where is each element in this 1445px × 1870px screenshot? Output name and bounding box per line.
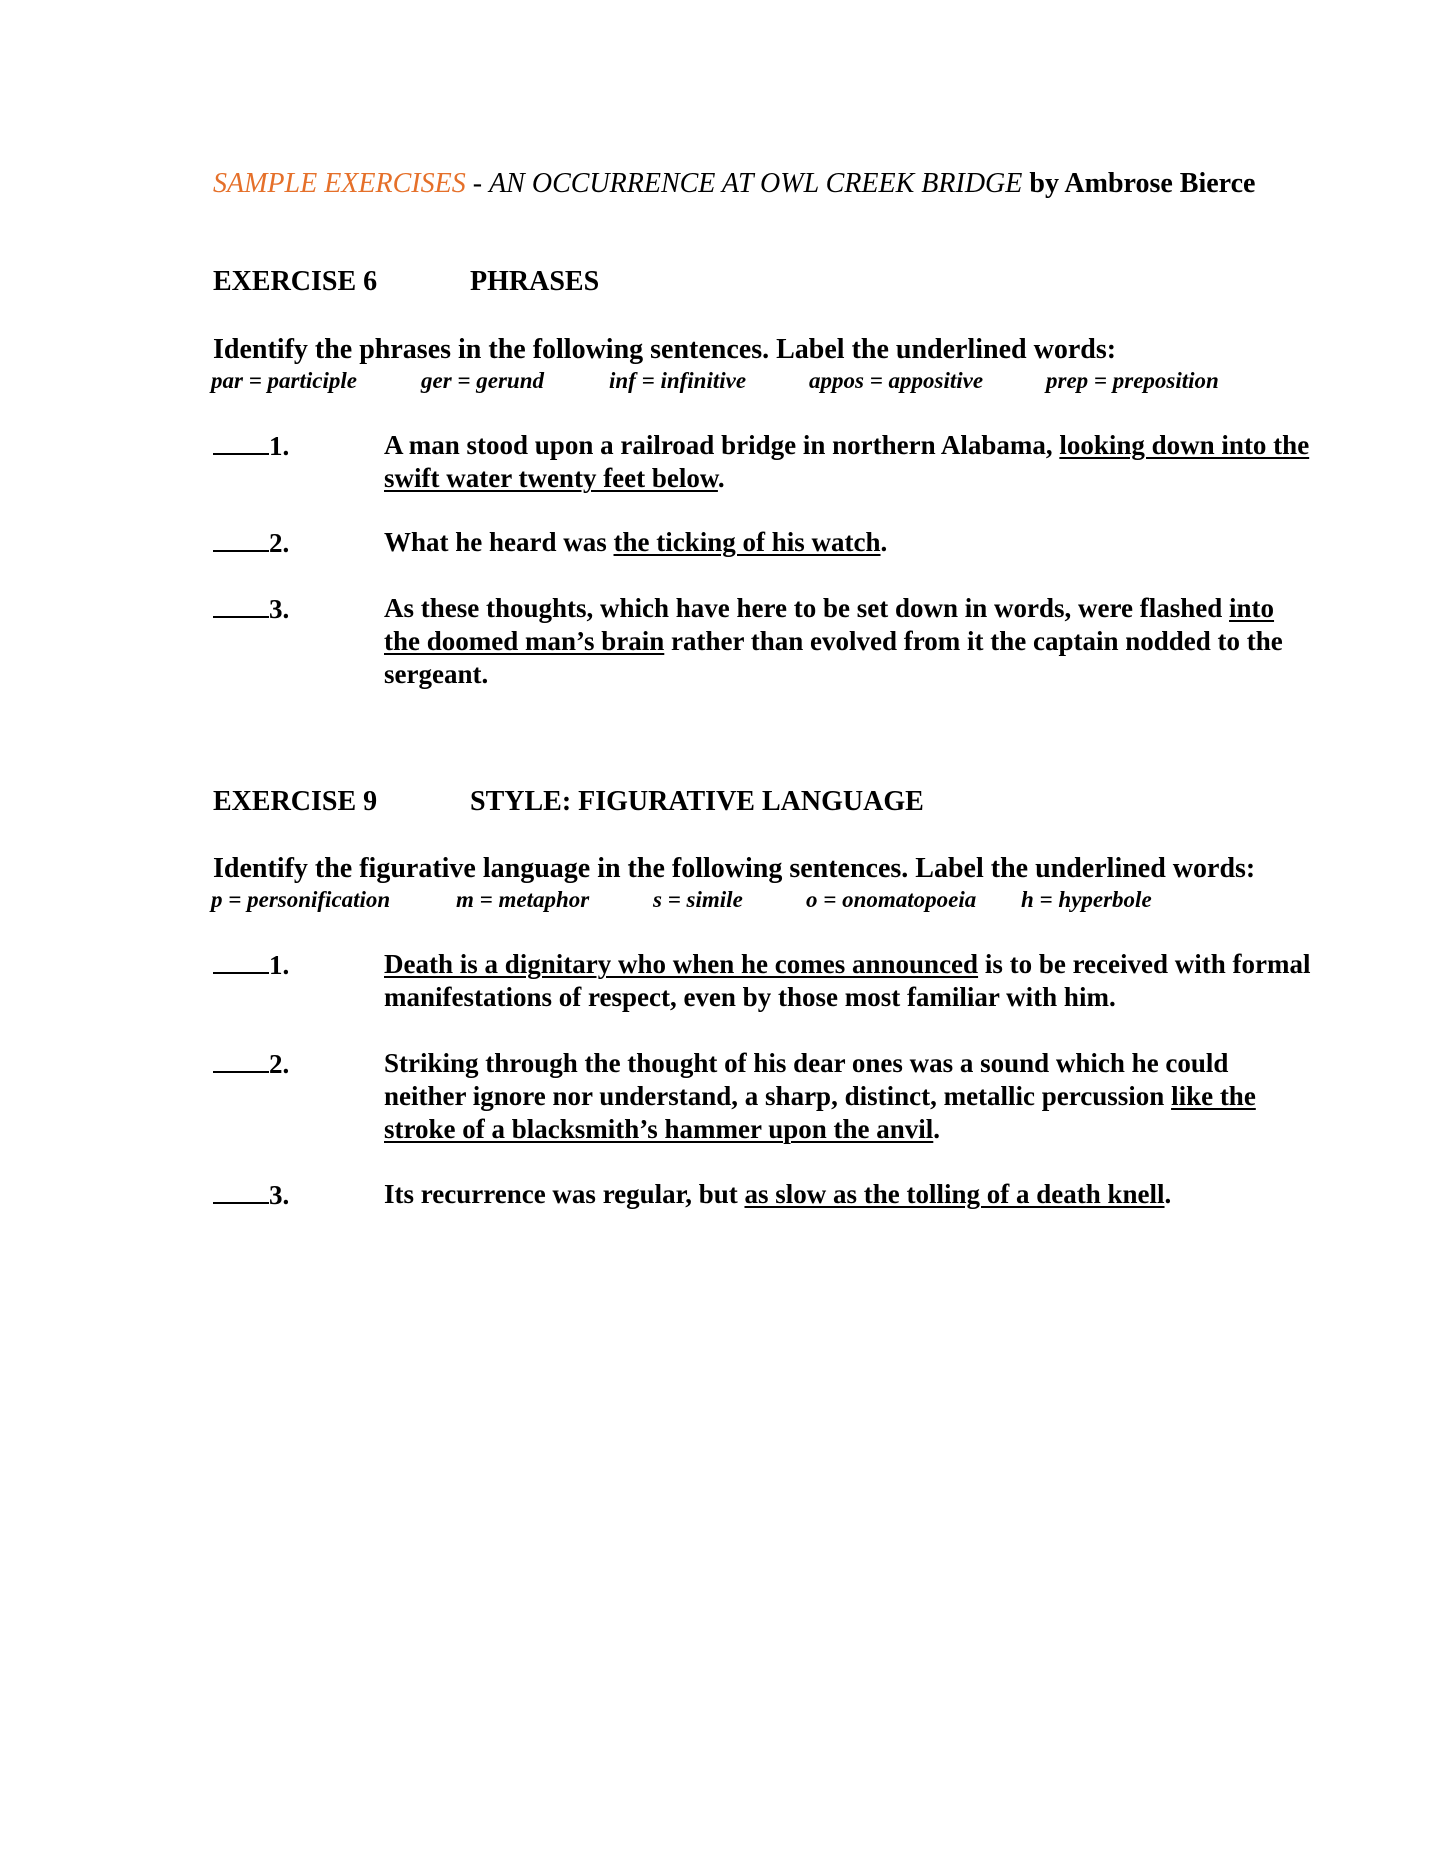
title-label: SAMPLE EXERCISES <box>213 168 466 199</box>
sentence: Its recurrence was regular, but as slow as the tolling of a death knell. <box>384 1179 1172 1209</box>
exercise-6-heading <box>213 266 600 298</box>
exercise-9-item-2 <box>213 1047 1313 1146</box>
title-dash: - <box>465 168 490 199</box>
sentence: As these thoughts, which have here to be set down in words, were flashed into the doomed man’s brain rather than evolved from it the captain nodded to the sergeant. <box>384 593 1283 689</box>
legend-item: s = simile <box>653 887 743 912</box>
exercise-9-heading <box>213 786 924 818</box>
exercise-number: EXERCISE 9 <box>213 786 378 817</box>
exercise-6-instruction: Identify the phrases in the following sentences. Label the underlined words: <box>213 334 1117 365</box>
underlined-phrase: as slow as the tolling of a death knell <box>744 1179 1165 1209</box>
legend-item: inf = infinitive <box>609 368 747 393</box>
page-title <box>213 168 1255 200</box>
sentence: Striking through the thought of his dear ones was a sound which he could neither ignore nor understand, a sharp, distinct, metallic percussion like the stroke of a blacksmith’s hammer upon the anvil. <box>384 1048 1256 1144</box>
exercise-topic: PHRASES <box>470 266 600 297</box>
title-work: AN OCCURRENCE AT OWL CREEK BRIDGE <box>489 168 1023 199</box>
legend-item: ger = gerund <box>421 368 545 393</box>
sentence: Death is a dignitary who when he comes announced is to be received with formal manifestations of respect, even by those most familiar with him. <box>384 949 1311 1012</box>
legend-item: appos = appositive <box>809 368 984 393</box>
exercise-9-item-1 <box>213 948 1313 1014</box>
answer-blank[interactable]: 3. <box>213 1178 293 1212</box>
sentence: A man stood upon a railroad bridge in northern Alabama, looking down into the swift water twenty feet below. <box>384 430 1310 493</box>
answer-blank[interactable]: 3. <box>213 592 293 626</box>
exercise-6-legend <box>211 368 1261 396</box>
exercise-9-item-3 <box>213 1178 1313 1211</box>
legend-item: h = hyperbole <box>1021 887 1152 912</box>
sentence: What he heard was the ticking of his watch. <box>384 527 888 557</box>
answer-blank[interactable]: 1. <box>213 429 293 463</box>
underlined-phrase: Death is a dignitary who when he comes announced <box>384 949 979 979</box>
exercise-9-instruction: Identify the figurative language in the following sentences. Label the underlined words: <box>213 853 1256 884</box>
exercise-topic: STYLE: FIGURATIVE LANGUAGE <box>470 786 924 817</box>
exercise-number: EXERCISE 6 <box>213 266 378 297</box>
exercise-6-item-2 <box>213 526 1313 559</box>
exercise-9-legend <box>211 887 1261 915</box>
legend-item: m = metaphor <box>456 887 590 912</box>
exercise-6-item-1 <box>213 429 1313 495</box>
title-author: by Ambrose Bierce <box>1022 168 1256 199</box>
underlined-phrase: like the stroke of a blacksmith’s hammer upon the anvil <box>384 1081 1256 1144</box>
answer-blank[interactable]: 2. <box>213 1047 293 1081</box>
legend-item: prep = preposition <box>1046 368 1219 393</box>
underlined-phrase: into the doomed man’s brain <box>384 593 1275 656</box>
legend-item: par = participle <box>211 368 357 393</box>
underlined-phrase: looking down into the swift water twenty feet below <box>384 430 1310 493</box>
underlined-phrase: the ticking of his watch <box>613 527 881 557</box>
answer-blank[interactable]: 2. <box>213 526 293 560</box>
legend-item: o = onomatopoeia <box>806 887 977 912</box>
exercise-6-item-3 <box>213 592 1313 691</box>
answer-blank[interactable]: 1. <box>213 948 293 982</box>
legend-item: p = personification <box>211 887 391 912</box>
